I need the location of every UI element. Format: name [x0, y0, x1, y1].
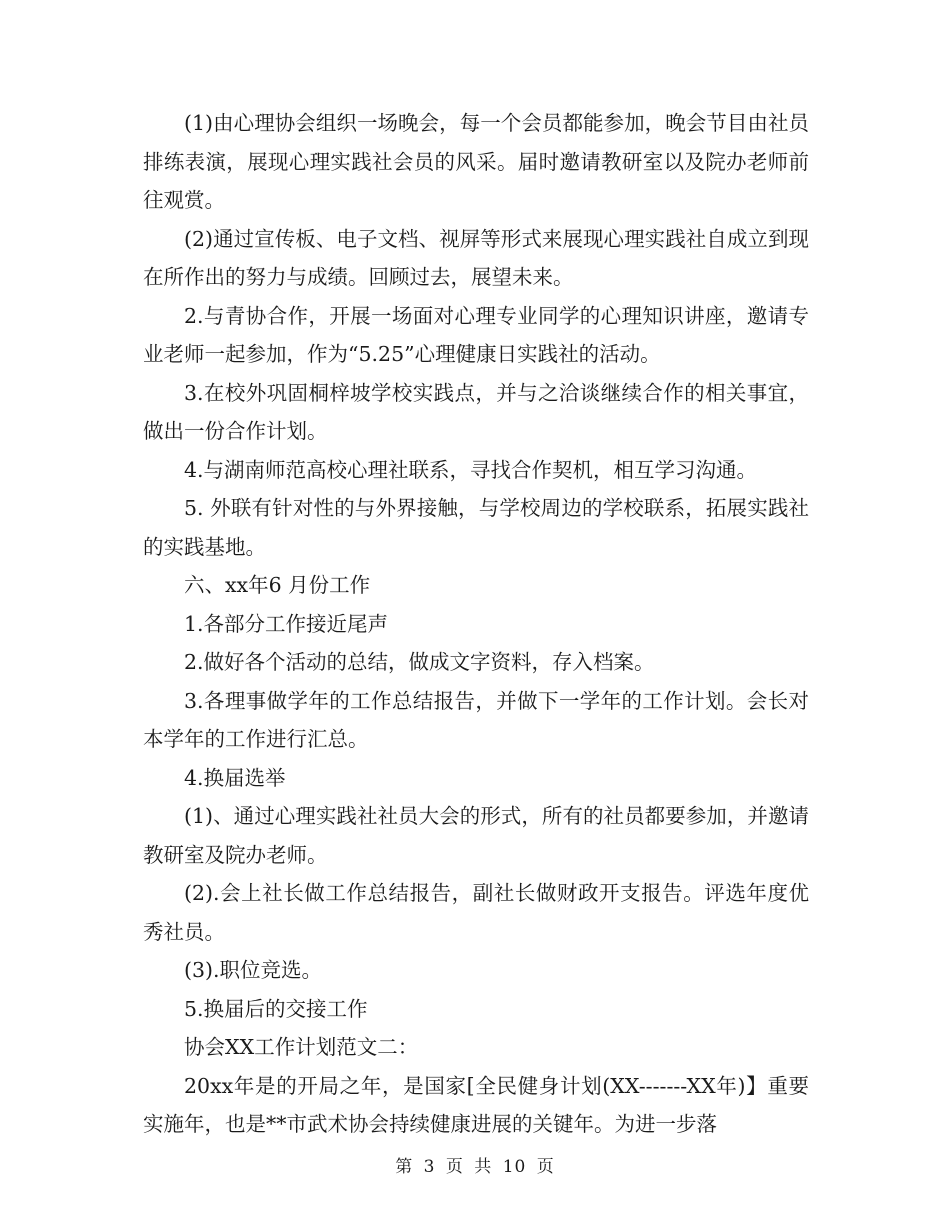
- page-number-footer: 第 3 页 共 10 页: [395, 1157, 555, 1177]
- paragraph: (1)由心理协会组织一场晚会，每一个会员都能参加，晚会节目由社员排练表演，展现心理实践社会员的风采。届时邀请教研室以及院办老师前往观赏。: [143, 111, 809, 212]
- paragraph: 2.与青协合作，开展一场面对心理专业同学的心理知识讲座，邀请专业老师一起参加，作为“5.25”心理健康日实践社的活动。: [143, 303, 809, 366]
- paragraph: (1)、通过心理实践社社员大会的形式，所有的社员都要参加，并邀请教研室及院办老师。: [143, 804, 809, 867]
- paragraph: (3).职位竞选。: [184, 958, 323, 982]
- paragraph: 3.在校外巩固桐梓坡学校实践点，并与之洽谈继续合作的相关事宜，做出一份合作计划。: [143, 380, 809, 443]
- paragraph: 5. 外联有针对性的与外界接触，与学校周边的学校联系，拓展实践社的实践基地。: [143, 496, 809, 559]
- paragraph: 4.与湖南师范高校心理社联系，寻找合作契机，相互学习沟通。: [184, 457, 758, 482]
- paragraph: 2.做好各个活动的总结，做成文字资料，存入档案。: [184, 650, 655, 674]
- paragraph: 20xx年是的开局之年，是国家[全民健身计划(XX-------XX年)】重要实施年，也是**市武术协会持续健康进展的关键年。为进一步落: [143, 1073, 809, 1136]
- paragraph: 4.换届选举: [184, 765, 286, 790]
- paragraph: 3.各理事做学年的工作总结报告，并做下一学年的工作计划。会长对本学年的工作进行汇总。: [143, 688, 809, 751]
- paragraph: (2).会上社长做工作总结报告，副社长做财政开支报告。评选年度优秀社员。: [143, 881, 809, 944]
- paragraph: 5.换届后的交接工作: [184, 996, 368, 1021]
- section-heading: 六、xx年6 月份工作: [184, 573, 371, 597]
- document-body: [143, 104, 809, 1144]
- section-heading: 协会XX工作计划范文二：: [184, 1035, 419, 1059]
- paragraph: 1.各部分工作接近尾声: [184, 611, 389, 636]
- paragraph: (2)通过宣传板、电子文档、视屏等形式来展现心理实践社自成立到现在所作出的努力与成绩。回顾过去，展望未来。: [143, 226, 809, 289]
